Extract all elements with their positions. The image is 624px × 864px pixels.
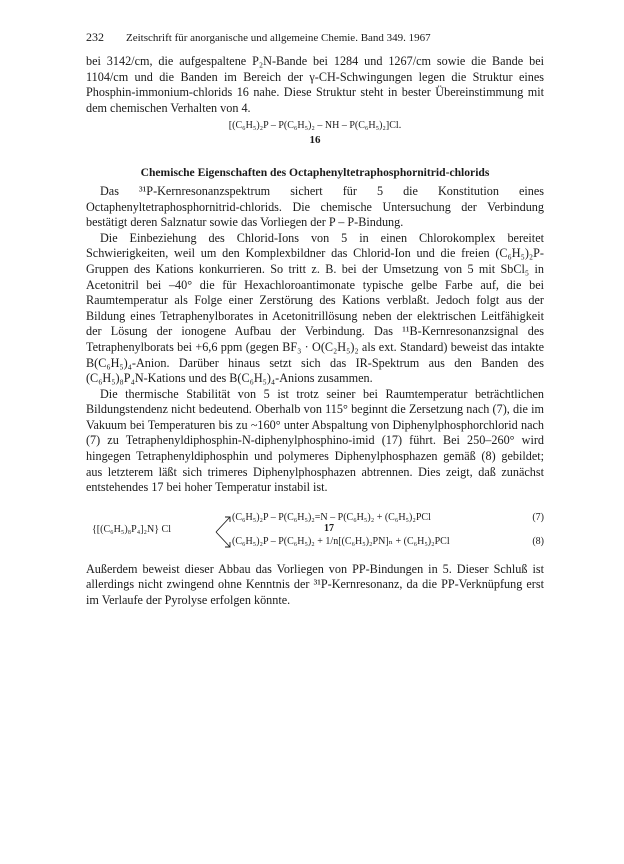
scheme-product-8: (C₆H₅)₂P – P(C₆H₅)₂ + 1/n[(C₆H₅)₂PN]ₙ + (C₆H₅)₂PCl (232, 535, 450, 547)
scheme-product-7: (C₆H₅)₂P – P(C₆H₅)₂=N – P(C₆H₅)₂ + (C₆H₅)₂PCl (232, 511, 431, 523)
running-header (86, 30, 544, 46)
paragraph-1: bei 3142/cm, die aufgespaltene P₂N-Bande bei 1284 und 1267/cm sowie die Bande bei 1104/cm und die Banden im Bereich der γ-CH-Schwingungen legen die Struktur eines Phosphin-immonium-chlorids 16 nahe. Diese Struktur steht in bester Übereinstimmung mit dem chemischen Verhalten von 4. (86, 54, 544, 115)
reaction-arrows-icon (214, 512, 234, 552)
section-heading: Chemische Eigenschaften des Octaphenyltetraphosphornitrid-chlorids (140, 166, 490, 180)
article-body (86, 54, 544, 609)
paragraph-3: Die Einbeziehung des Chlorid-Ions von 5 in einen Chlorokomplex bereitet Schwierigkeiten, weil um den Komplexbildner das Chlorid-Ion und die freien (C₆H₅)₂P-Gruppen des Kations konkurrieren. So tritt z. B. bei der Umsetzung von 5 mit SbCl₅ in Acetonitril bei –40° die für Hexachloroantimonate typische gelbe Farbe auf, die bei Raumtemperatur als Folge einer Zerstörung des Kations verblaßt. Jedoch folgt aus der Bildung eines Tetraphenylborates in Acetonitrillösung neben der elektrischen Leitfähigkeit der Lösung der ionogene Aufbau der Verbindung. Das ¹¹B-Kernresonanzsignal des Tetraphenylborats bei +6,6 ppm (gegen BF₃ · O(C₂H₅)₂ als ext. Standard) beweist das intakte B(C₆H₅)₄-Anion. Darüber hinaus setzt sich das IR-Spektrum aus den Banden des (C₆H₅)₈P₄N-Kations und des B(C₆H₅)₄-Anions zusammen. (86, 230, 544, 386)
paragraph-2: Das ³¹P-Kernresonanzspektrum sichert für 5 die Konstitution eines Octaphenyltetraphosphornitrid-chlorids. Die chemische Untersuchung der Verbindung bestätigt deren Salznatur sowie das Vorliegen der P – P-Bindung. (86, 183, 544, 230)
reaction-scheme (86, 508, 544, 554)
scheme-reactant: {[(C₆H₅)₈P₄]₂N} Cl (92, 523, 171, 535)
equation-number-8: (8) (532, 535, 544, 547)
page-number: 232 (86, 30, 104, 44)
page (86, 30, 544, 609)
formula-16: [(C₆H₅)₂P – P(C₆H₅)₂ – NH – P(C₆H₅)₂]Cl. (228, 120, 402, 132)
paragraph-4: Die thermische Stabilität von 5 ist trotz seiner bei Raumtemperatur beträchtlichen Bildungstendenz nicht bedeutend. Oberhalb von 115° beginnt die Zersetzung nach (7), die im Vakuum bei Temperaturen bis zu ~160° unter Abspaltung von Diphenylphosphorchlorid nach (7) zu Tetraphenyldiphosphin-N-diphenylphosphino-imid (17) führt. Bei 250–260° wird hingegen Tetraphenyldiphosphin und polymeres Diphenylphosphazen gemäß (8) gebildet; aus letzterem läßt sich trimeres Diphenylphosphazen abtrennen. Dies zeigt, daß zunächst entstehendes 17 bei hoher Temperatur instabil ist. (86, 386, 544, 495)
formula-16-label: 16 (309, 134, 321, 147)
scheme-compound-17-label: 17 (324, 522, 334, 534)
journal-citation: Zeitschrift für anorganische und allgemeine Chemie. Band 349. 1967 (126, 32, 431, 44)
equation-number-7: (7) (532, 511, 544, 523)
paragraph-5: Außerdem beweist dieser Abbau das Vorliegen von PP-Bindungen in 5. Dieser Schluß ist allerdings nicht zwingend ohne Kenntnis der ³¹P-Kernresonanz, da die PP-Verknüpfung erst im Verlaufe der Pyrolyse erfolgen könnte. (86, 561, 544, 608)
